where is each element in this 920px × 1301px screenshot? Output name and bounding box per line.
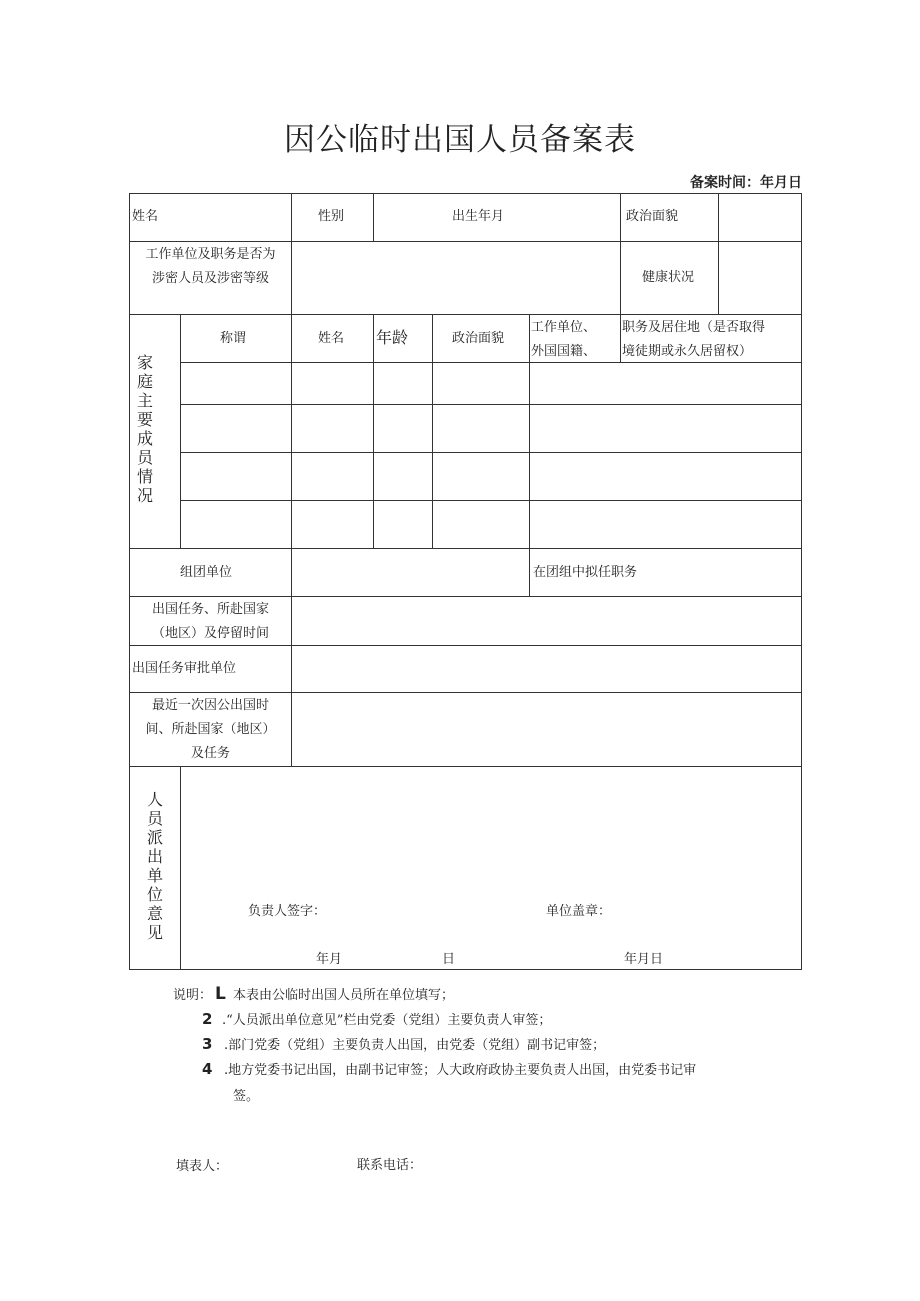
- record-date: 备案时间：年月日: [690, 175, 802, 191]
- phone-label: 联系电话：: [357, 1158, 423, 1173]
- health-field[interactable]: [720, 244, 799, 311]
- task-label: 出国任务、所赴国家 （地区）及停留时间: [151, 602, 269, 641]
- group-unit-field[interactable]: [293, 550, 527, 594]
- family-header-age: 年龄: [376, 328, 409, 347]
- note-text-4a: .地方党委书记出国，由副书记审签；人大政府政协主要负责人出国，由党委书记审: [224, 1063, 697, 1078]
- seal-label: 单位盖章：: [546, 904, 612, 919]
- name-label: 姓名: [132, 209, 159, 224]
- task-field[interactable]: [293, 598, 799, 643]
- family-header-name: 姓名: [318, 331, 345, 346]
- work-unit-field[interactable]: [293, 244, 618, 311]
- note-number-4: 4: [202, 1060, 213, 1078]
- political-status-field[interactable]: [720, 196, 799, 238]
- opinion-field[interactable]: [182, 768, 800, 888]
- group-position-label: 在团组中拟任职务: [533, 565, 638, 580]
- approval-unit-field[interactable]: [293, 647, 799, 690]
- group-unit-label: 组团单位: [180, 565, 233, 580]
- work-unit-label: 工作单位及职务是否为 涉密人员及涉密等级: [145, 247, 276, 286]
- last-trip-field[interactable]: [293, 694, 799, 764]
- family-header-work: 工作单位、 外国国籍、: [531, 320, 597, 359]
- note-text-2: .“人员派出单位意见”栏由党委（党组）主要负责人审签；: [222, 1013, 552, 1028]
- note-text-3: .部门党委（党组）主要负责人出国，由党委（党组）副书记审签；: [224, 1038, 606, 1053]
- political-status-label: 政治面貌: [626, 209, 679, 224]
- note-number-3: 3: [202, 1035, 213, 1053]
- family-header-duty: 职务及居住地（是否取得 境徒期或永久居留权）: [622, 320, 766, 359]
- signature-date-day: 日: [442, 952, 456, 967]
- family-header-political: 政治面貌: [452, 331, 505, 346]
- health-label: 健康状况: [642, 270, 695, 285]
- family-member-rows[interactable]: [182, 364, 800, 546]
- name-field[interactable]: [375, 196, 617, 238]
- approval-unit-label: 出国任务审批单位: [132, 661, 237, 676]
- signature-date-year-month: 年月: [316, 952, 343, 967]
- family-section-label: 家庭主要成员情况: [136, 353, 153, 505]
- family-header-relation: 称谓: [220, 331, 247, 346]
- notes-prefix: 说明：: [173, 988, 213, 1003]
- note-text-1: 本表由公临时出国人员所在单位填写；: [233, 988, 455, 1003]
- gender-label: 性别: [318, 209, 345, 224]
- note-text-4b: 签。: [233, 1089, 260, 1104]
- birth-label: 出生年月: [452, 209, 505, 224]
- filler-label: 填表人：: [176, 1159, 229, 1174]
- note-number-2: 2: [202, 1010, 213, 1028]
- note-number-1: L: [215, 984, 226, 1004]
- last-trip-label: 最近一次因公出国时 间、所赴国家（地区） 及任务: [145, 698, 276, 761]
- group-position-field[interactable]: [660, 550, 799, 594]
- signature-label: 负责人签字：: [248, 904, 327, 919]
- opinion-section-label: 人员派出单位意见: [146, 790, 163, 942]
- page-title: 因公临时出国人员备案表: [284, 122, 636, 158]
- seal-date: 年月日: [624, 952, 664, 967]
